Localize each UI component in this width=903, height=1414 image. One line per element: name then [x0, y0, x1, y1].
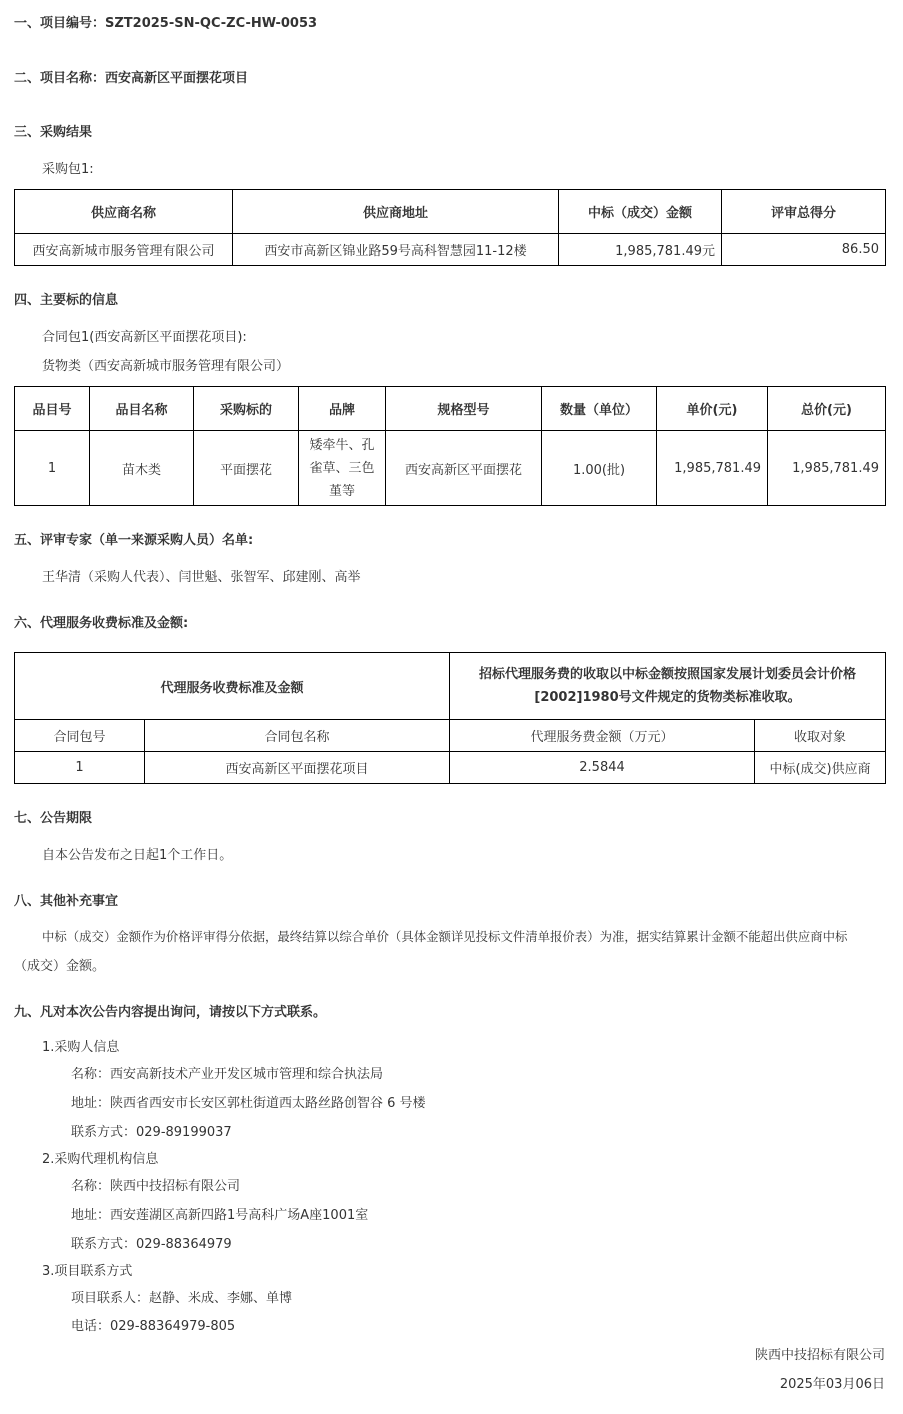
table-row: [15, 752, 886, 784]
procured-subject: 平面摆花: [194, 431, 299, 506]
project-number-value: SZT2025-SN-QC-ZC-HW-0053: [105, 16, 318, 31]
contract-package-name: 西安高新区平面摆花项目: [145, 752, 450, 784]
review-experts-names: 王华清（采购人代表）、闫世魁、张智军、邱建刚、高举: [42, 570, 361, 585]
agency-address: 地址：西安莲湖区高新四路1号高科广场A座1001室: [71, 1208, 369, 1223]
contract-package-number: 1: [15, 752, 145, 784]
other-matters-line1: 中标（成交）金额作为价格评审得分依据，最终结算以综合单价（具体金额详见投标文件清单报价表）为准，据实结算累计金额不能超出供应商中标: [42, 929, 848, 944]
project-number-heading: [14, 12, 317, 31]
agency-fee-table: [14, 652, 886, 784]
header-supplier-name: 供应商名称: [15, 190, 233, 234]
procurement-result-heading: 三、采购结果: [14, 125, 93, 140]
buyer-info-title: 1.采购人信息: [42, 1040, 120, 1055]
subject-table: [14, 386, 886, 506]
brand: 矮牵牛、孔雀草、三色堇等: [299, 431, 386, 506]
header-award-amount: 中标（成交）金额: [559, 190, 722, 234]
fee-table-header: [15, 720, 886, 752]
table-row: [15, 431, 886, 506]
agency-fee-amount: 2.5844: [450, 752, 755, 784]
quantity: 1.00(批): [542, 431, 657, 506]
table-row: [15, 234, 886, 266]
award-amount: 1,985,781.49元: [559, 234, 722, 266]
header-charged-party: 收取对象: [755, 720, 886, 752]
announcement-period-heading: 七、公告期限: [14, 811, 93, 826]
fee-standard-label: 代理服务收费标准及金额: [15, 653, 450, 720]
buyer-name: 名称：西安高新技术产业开发区城市管理和综合执法局: [71, 1067, 384, 1082]
project-contact-phone: 电话：029-88364979-805: [71, 1319, 236, 1334]
total-score: 86.50: [722, 234, 886, 266]
header-supplier-address: 供应商地址: [233, 190, 559, 234]
package-label: 采购包1:: [42, 162, 94, 177]
fee-standard-value: 招标代理服务费的收取以中标金额按照国家发展计划委员会计价格[2002]1980号文件规定的货物类标准收取。: [450, 653, 886, 720]
agency-fee-heading: 六、代理服务收费标准及金额:: [14, 616, 189, 631]
result-table-header: [15, 190, 886, 234]
project-name-value: 西安高新区平面摆花项目: [105, 71, 249, 86]
agency-phone: 联系方式：029-88364979: [71, 1237, 232, 1252]
footer-date: 2025年03月06日: [779, 1377, 885, 1392]
main-subject-heading: 四、主要标的信息: [14, 293, 119, 308]
header-brand: 品牌: [299, 387, 386, 431]
header-total-price: 总价(元): [768, 387, 886, 431]
item-name: 苗木类: [90, 431, 194, 506]
header-total-score: 评审总得分: [722, 190, 886, 234]
buyer-phone: 联系方式：029-89199037: [71, 1125, 232, 1140]
header-agency-fee-amount: 代理服务费金额（万元）: [450, 720, 755, 752]
review-experts-heading: 五、评审专家（单一来源采购人员）名单:: [14, 533, 254, 548]
contract-package-label: 合同包1(西安高新区平面摆花项目):: [42, 330, 247, 345]
header-item-number: 品目号: [15, 387, 90, 431]
announcement-period-text: 自本公告发布之日起1个工作日。: [42, 848, 233, 863]
header-contract-package-number: 合同包号: [15, 720, 145, 752]
supplier-name: 西安高新城市服务管理有限公司: [15, 234, 233, 266]
project-number-label: 一、项目编号：: [14, 16, 106, 31]
total-price: 1,985,781.49: [768, 431, 886, 506]
other-matters-heading: 八、其他补充事宜: [14, 894, 119, 909]
goods-category-label: 货物类（西安高新城市服务管理有限公司）: [42, 359, 290, 374]
project-name-heading: [14, 67, 248, 86]
charged-party: 中标(成交)供应商: [755, 752, 886, 784]
agency-info-title: 2.采购代理机构信息: [42, 1152, 159, 1167]
header-contract-package-name: 合同包名称: [145, 720, 450, 752]
result-table: [14, 189, 886, 266]
project-contact-people: 项目联系人：赵静、米成、李娜、单博: [71, 1291, 293, 1306]
header-procured-subject: 采购标的: [194, 387, 299, 431]
footer-company: 陕西中技招标有限公司: [754, 1348, 885, 1363]
project-name-label: 二、项目名称：: [14, 71, 106, 86]
subject-table-header: [15, 387, 886, 431]
header-specification: 规格型号: [386, 387, 542, 431]
fee-standard-row: [15, 653, 886, 720]
other-matters-line2: （成交）金额。: [14, 959, 106, 974]
unit-price: 1,985,781.49: [657, 431, 768, 506]
specification: 西安高新区平面摆花: [386, 431, 542, 506]
header-quantity: 数量（单位）: [542, 387, 657, 431]
header-unit-price: 单价(元): [657, 387, 768, 431]
supplier-address: 西安市高新区锦业路59号高科智慧园11-12楼: [233, 234, 559, 266]
header-item-name: 品目名称: [90, 387, 194, 431]
buyer-address: 地址：陕西省西安市长安区郭杜街道西太路丝路创智谷 6 号楼: [71, 1096, 426, 1111]
project-contact-title: 3.项目联系方式: [42, 1264, 133, 1279]
contact-heading: 九、凡对本次公告内容提出询问，请按以下方式联系。: [14, 1005, 327, 1020]
agency-name: 名称：陕西中技招标有限公司: [71, 1179, 241, 1194]
item-number: 1: [15, 431, 90, 506]
